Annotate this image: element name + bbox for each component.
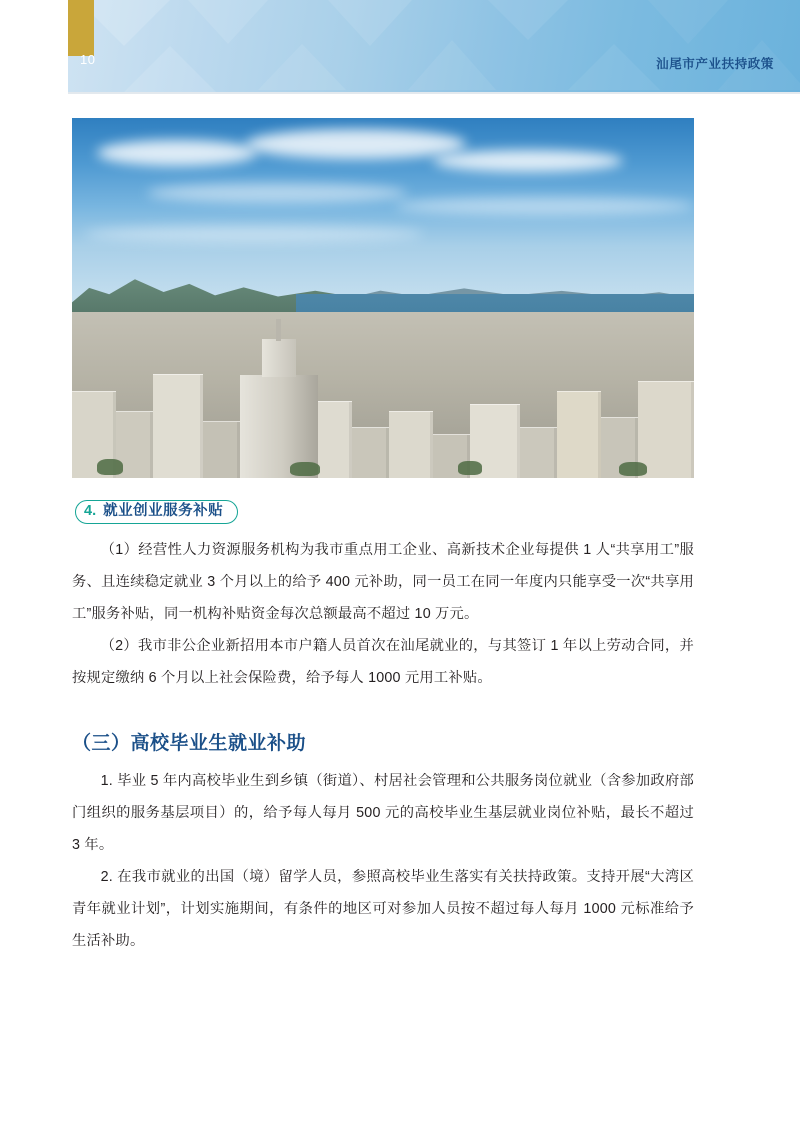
page-content	[72, 500, 694, 957]
header-divider	[68, 92, 800, 94]
subsection-paragraphs	[72, 534, 694, 694]
subsection-badge-label: 就业创业服务补贴	[103, 503, 224, 519]
paragraph: 1. 毕业 5 年内高校毕业生到乡镇（街道）、村居社会管理和公共服务岗位就业（含参加政府部门组织的服务基层项目）的，给予每人每月 500 元的高校毕业生基层就业岗位补贴，最长不超过 3 年。	[72, 772, 694, 853]
header-decorative-band	[68, 0, 800, 92]
subsection-badge-number: 4.	[84, 503, 97, 519]
paragraph: （1）经营性人力资源服务机构为我市重点用工企业、高新技术企业每提供 1 人“共享用工”服务、且连续稳定就业 3 个月以上的给予 400 元补助，同一员工在同一年度内只能享受一次“共享用工”服务补贴，同一机构补贴资金每次总额最高不超过 10 万元。	[72, 541, 694, 622]
header-gold-tab	[68, 0, 94, 56]
page-header	[0, 0, 800, 92]
section-heading: （三）高校毕业生就业补助	[72, 732, 307, 754]
city-photo	[72, 118, 694, 478]
page-number: 10	[80, 52, 96, 67]
paragraph: （2）我市非公企业新招用本市户籍人员首次在汕尾就业的，与其签订 1 年以上劳动合同，并按规定缴纳 6 个月以上社会保险费，给予每人 1000 元用工补贴。	[72, 637, 694, 686]
section-paragraphs	[72, 765, 694, 957]
paragraph: 2. 在我市就业的出国（境）留学人员，参照高校毕业生落实有关扶持政策。支持开展“大湾区青年就业计划”，计划实施期间，有条件的地区可对参加人员按不超过每人每月 1000 元标准给予生活补助。	[72, 868, 694, 949]
header-left-margin	[0, 0, 68, 92]
city-photo-illustration	[72, 118, 694, 478]
document-title: 汕尾市产业扶持政策	[656, 57, 774, 71]
subsection-badge	[75, 500, 238, 524]
